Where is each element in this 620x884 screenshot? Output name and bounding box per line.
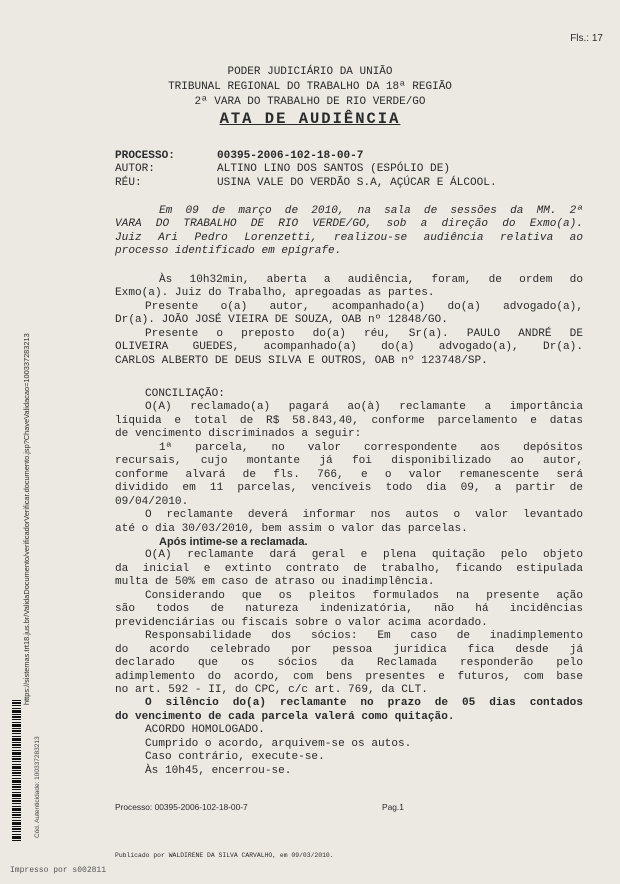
conciliation-line: de vencimento discriminados a seguir: [115,428,362,441]
conciliation-line: ACORDO HOMOLOGADO. [145,724,265,737]
conciliation-line: adimplemento do acordo, com bens presentes e futuros, com base [115,670,583,683]
conciliation-line: da inicial e extinto contrato de trabalho, ficando estipulada [115,562,583,575]
opening-line: Dr(a). JOÃO JOSÉ VIEIRA DE SOUZA, OAB nº 12848/GO. [115,314,448,327]
document-title: ATA DE AUDIÊNCIA [219,110,401,128]
opening-line: OLIVEIRA GUEDES, acompanhado(a) do(a) advogado(a), Dr(a). [115,341,583,354]
published-by: Publicado por WALDIRENE DA SILVA CARVALHO, em 09/03/2010. [115,852,334,859]
conciliation-line: Considerando que os pleitos formulados na presente ação [145,589,583,602]
processo-value: 00395-2006-102-18-00-7 [217,150,364,162]
intro-line: Juiz Ari Pedro Lorenzetti, realizou-se audiência relativa ao [115,231,583,244]
conciliation-line: declarado que os sócios da Reclamada responderão pelo [115,657,583,670]
conciliation-line: multa de 50% em caso de atraso ou inadimplência. [115,576,435,589]
intro-line: processo identificado em epígrafe. [115,245,342,258]
conciliation-heading: CONCILIAÇÃO: [145,388,225,400]
authenticity-code: Cód. Autenticidade: 100337283213 [34,736,41,838]
header-line-1: PODER JUDICIÁRIO DA UNIÃO [227,66,393,78]
conciliation-line: O(A) reclamado(a) pagará ao(à) reclamante a importância [145,401,583,414]
conciliation-line: O(A) reclamante dará geral e plena quitação pelo objeto [145,549,583,562]
conciliation-line: 1ª parcela, no valor correspondente aos depósitos [159,441,583,454]
conciliation-section [115,388,583,778]
conciliation-line: previdenciárias ou fiscais sobre o valor acima acordado. [115,616,488,629]
conciliation-line: 09/04/2010. [115,495,189,508]
reu-value: USINA VALE DO VERDÃO S.A, AÇÚCAR E ÁLCOOL. [217,176,497,189]
conciliation-line: Responsabilidade dos sócios: Em caso de inadimplemento [145,630,583,643]
conciliation-line: Às 10h45, encerrou-se. [145,764,292,777]
conciliation-line: conforme alvará de fls. 766, e o valor remanescente será [115,468,583,481]
case-processo-row [115,150,583,163]
conciliation-line: recursais, cujo montante já foi disponibilizado ao autor, [115,455,583,468]
intro-line: VARA DO TRABALHO DE RIO VERDE/GO, sob a direção do Exmo(a). [115,218,583,231]
printed-by: Impresso por s002811 [10,866,107,875]
footer-page: Pag.1 [382,802,404,812]
conciliation-line: O reclamante deverá informar nos autos o valor levantado [145,509,583,522]
header-line-2: TRIBUNAL REGIONAL DO TRABALHO DA 18ª REGIÃO [168,81,452,93]
opening-line: Às 10h32min, aberta a audiência, foram, de ordem do [159,274,583,286]
validation-url: https://sistemas.trt18.jus.br/ValidaDocumento/verificadorVerificar.documento.jsp?ChaveValidacao=100337283213 [22,333,31,705]
conciliation-line: O silêncio do(a) reclamante no prazo de 05 dias contados [145,697,583,710]
conciliation-line: no art. 592 - II, do CPC, c/c art. 769, da CLT. [115,683,428,696]
opening-line: Presente o preposto do(a) réu, Sr(a). PAULO ANDRÉ DE [145,327,583,340]
opening-line: Exmo(a). Juiz do Trabalho, apregoadas as partes. [115,287,435,300]
conciliation-line: são todos de natureza indenizatória, não há incidências [115,603,583,616]
opening-line: Presente o(a) autor, acompanhado(a) do(a) advogado(a), [145,300,583,313]
opening-line: CARLOS ALBERTO DE DEUS SILVA E OUTROS, OAB nº 123748/SP. [115,354,488,367]
conciliation-line: do acordo celebrado por pessoa jurídica fica desde já [115,643,583,656]
conciliation-line: dividido em 11 parcelas, vencíveis todo dia 09, a partir de [115,482,583,495]
intro-paragraph [115,205,583,259]
autor-value: ALTINO LINO DOS SANTOS (ESPÓLIO DE) [217,163,451,176]
intro-line: Em 09 de março de 2010, na sala de sessões da MM. 2ª [159,205,583,217]
conciliation-line: líquida e total de R$ 58.843,40, conforme parcelamento e datas [115,414,583,427]
conciliation-line: Caso contrário, execute-se. [145,751,325,764]
autor-label: AUTOR: [115,163,155,176]
reu-label: RÉU: [115,176,142,189]
processo-label: PROCESSO: [115,150,175,162]
page-number: Fls.: 17 [570,33,603,44]
case-info [115,150,583,190]
case-reu-row [115,177,583,190]
barcode [12,700,21,842]
opening-paragraph [115,274,583,368]
header-line-3: 2ª VARA DO TRABALHO DE RIO VERDE/GO [194,96,426,108]
conciliation-line: do vencimento de cada parcela valerá como quitação. [115,710,455,723]
case-autor-row [115,163,583,176]
conciliation-line: até o dia 30/03/2010, bem assim o valor das parcelas. [115,522,468,535]
conciliation-line: Cumprido o acordo, arquivem-se os autos. [145,737,412,750]
footer-processo: Processo: 00395-2006-102-18-00-7 [115,802,248,812]
conciliation-line: Após intime-se a reclamada. [159,535,308,548]
